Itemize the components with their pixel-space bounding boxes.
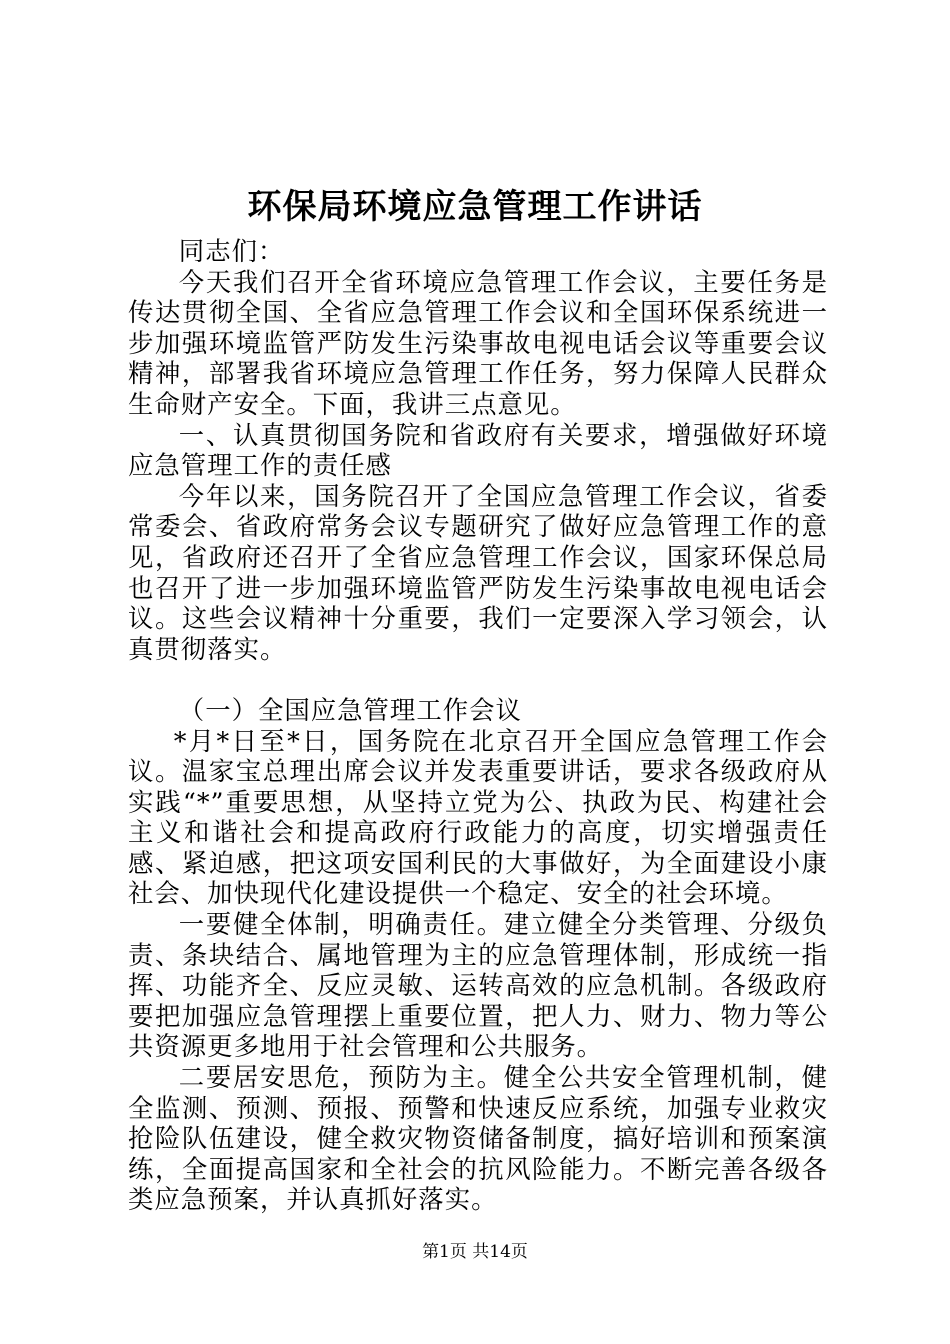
page-footer: 第1页 共14页 bbox=[422, 1242, 528, 1262]
salutation: 同志们： bbox=[178, 236, 285, 266]
paragraph-national-meeting: *月*日至*日，国务院在北京召开全国应急管理工作会议。温家宝总理出席会议并发表重要讲话，要求各级政府从实践“*”重要思想，从坚持立党为公、执政为民、构建社会主义和谐社会和提高政府行政能力的高度，切实增强责任感、紧迫感，把这项安国利民的大事做好，为全面建设小康社会、加快现代化建设提供一个稳定、安全的社会环境。 bbox=[128, 725, 828, 909]
paragraph-spacer bbox=[128, 664, 828, 695]
paragraph-point-2: 二要居安思危，预防为主。健全公共安全管理机制，健全监测、预测、预报、预警和快速反应系统，加强专业救灾抢险队伍建设，健全救灾物资储备制度，搞好培训和预案演练，全面提高国家和全社会的抗风险能力。不断完善各级各类应急预案，并认真抓好落实。 bbox=[128, 1062, 828, 1215]
subsection-heading-1: （一）全国应急管理工作会议 bbox=[178, 694, 522, 725]
paragraph-intro: 今天我们召开全省环境应急管理工作会议，主要任务是传达贯彻全国、全省应急管理工作会议和全国环保系统进一步加强环境监管严防发生污染事故电视电话会议等重要会议精神，部署我省环境应急管理工作任务，努力保障人民群众生命财产安全。下面，我讲三点意见。 bbox=[128, 266, 828, 419]
section-heading-1: 一、认真贯彻国务院和省政府有关要求，增强做好环境应急管理工作的责任感 bbox=[128, 419, 828, 481]
paragraph-meetings: 今年以来，国务院召开了全国应急管理工作会议，省委常委会、省政府常务会议专题研究了做好应急管理工作的意见，省政府还召开了全省应急管理工作会议，国家环保总局也召开了进一步加强环境监管严防发生污染事故电视电话会议。这些会议精神十分重要，我们一定要深入学习领会，认真贯彻落实。 bbox=[128, 480, 828, 664]
document-body bbox=[128, 236, 828, 1215]
document-title: 环保局环境应急管理工作讲话 bbox=[247, 187, 703, 227]
paragraph-point-1: 一要健全体制，明确责任。建立健全分类管理、分级负责、条块结合、属地管理为主的应急管理体制，形成统一指挥、功能齐全、反应灵敏、运转高效的应急机制。各级政府要把加强应急管理摆上重要位置，把人力、财力、物力等公共资源更多地用于社会管理和公共服务。 bbox=[128, 909, 828, 1062]
